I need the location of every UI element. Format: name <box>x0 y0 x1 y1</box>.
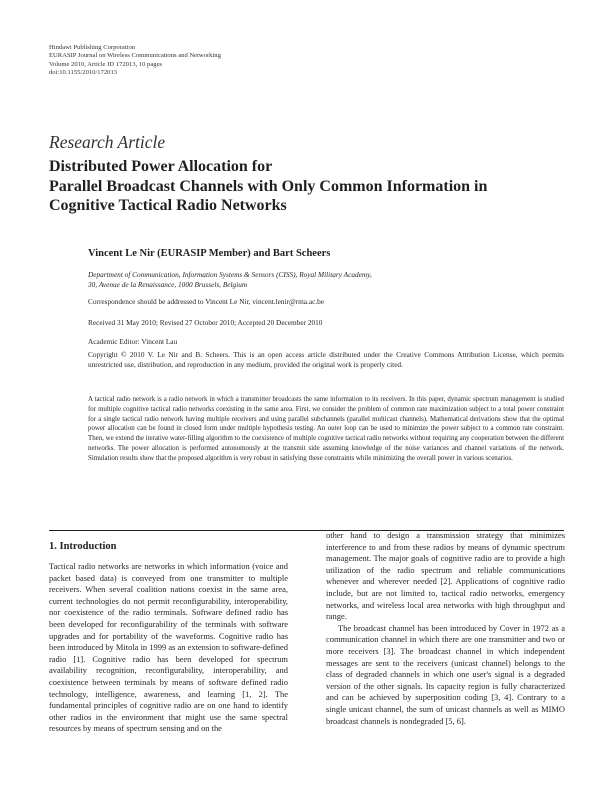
authors: Vincent Le Nir (EURASIP Member) and Bart Scheers <box>88 248 331 259</box>
paragraph: The broadcast channel has been introduced by Cover in 1972 as a communication channel in which there are one transmitter and two or more receivers [3]. The broadcast channel in which independent messages are sent to the receivers (unicast channel) belongs to the class of degraded channels in which one user's signal is a degraded version of the other signals. Its capacity region is fully characterized and can be achieved by superposition coding [3, 4]. Contrary to a single unicast channel, the sum of unicast channels as well as MIMO broadcast channels is nondegraded [5, 6]. <box>326 622 565 726</box>
title-line: Parallel Broadcast Channels with Only Common Information in <box>49 177 488 195</box>
affiliation-line: 30, Avenue de la Renaissance, 1000 Brussels, Belgium <box>88 280 248 289</box>
affiliation-line: Department of Communication, Information Systems & Sensors (CISS), Royal Military Academy, <box>88 270 372 279</box>
paper-title <box>49 157 569 216</box>
paragraph: other hand to design a transmission strategy that minimizes interference to and from these radios by means of dynamic spectrum management. The major goals of cognitive radio are to provide a high utilization of the radio spectrum and reliable communications whenever and wherever needed [2]. Applications of cognitive radio include, but are not limited to, tactical radio networks, emergency networks, and wireless local area networks with high throughput and range. <box>326 530 565 622</box>
paragraph: Tactical radio networks are networks in which information (voice and packet based data) is conveyed from one transmitter to multiple receivers. When several coalition nations coexist in the same area, current technologies do not permit reconfigurability, interoperability, nor coexistence of the radio terminals. Software defined radio has been developed for reconfigurability of the terminals with software upgrades and for portability of the waveforms. Cognitive radio has been introduced by Mitola in 1999 as an extension to software-defined radio [1]. Cognitive radio has been developed for spectrum availability recognition, reconfigurability, interoperability, and coexistence between terminals by means of software defined radio technology, intelligence, awareness, and learning [1, 2]. The fundamental principles of cognitive radio are on one hand to identify other radios in the environment that might use the same spectral resources by means of spectrum sensing and on the <box>49 561 288 734</box>
article-type: Research Article <box>49 132 166 152</box>
section-heading: 1. Introduction <box>49 541 117 552</box>
right-column <box>326 530 565 727</box>
academic-editor: Academic Editor: Vincent Lau <box>88 337 178 346</box>
dates: Received 31 May 2010; Revised 27 October 2010; Accepted 20 December 2010 <box>88 318 323 327</box>
left-column <box>49 561 288 735</box>
abstract: A tactical radio network is a radio network in which a transmitter broadcasts the same information to its receivers. In this paper, dynamic spectrum management is studied for multiple cognitive tactical radio networks coexisting in the same area. First, we consider the problem of common rate maximization subject to a total power constraint for a single tactical radio network having multiple receivers and using parallel subchannels (parallel multicast channels). Mathematical derivations show that the optimal power allocation can be found in closed form under multiple hypothesis testing. An outer loop can be used to minimize the power subject to a common rate constraint. Then, we extend the iterative water-filling algorithm to the coexistence of multiple cognitive tactical radio networks without requiring any cooperation between the different networks. The power allocation is performed autonomously at the transmit side assuming knowledge of the noise variances and channel variations of the network. Simulation results show that the proposed algorithm is very robust in satisfying these constraints while minimizing the overall power in various scenarios. <box>88 396 564 462</box>
journal-name: EURASIP Journal on Wireless Communications and Networking <box>49 52 221 60</box>
volume-info: Volume 2010, Article ID 172013, 10 pages <box>49 60 163 68</box>
affiliation <box>88 270 372 290</box>
title-line: Distributed Power Allocation for <box>49 158 273 175</box>
title-line: Cognitive Tactical Radio Networks <box>49 197 287 214</box>
correspondence: Correspondence should be addressed to Vincent Le Nir, vincent.lenir@rma.ac.be <box>88 297 325 306</box>
doi: doi:10.1155/2010/172013 <box>49 68 118 76</box>
publisher: Hindawi Publishing Corporation <box>49 44 136 51</box>
journal-header <box>49 44 221 77</box>
copyright: Copyright © 2010 V. Le Nir and B. Scheers. This is an open access article distributed under the Creative Commons Attribution License, which permits unrestricted use, distribution, and reproduction in any medium, provided the original work is properly cited. <box>88 350 564 370</box>
